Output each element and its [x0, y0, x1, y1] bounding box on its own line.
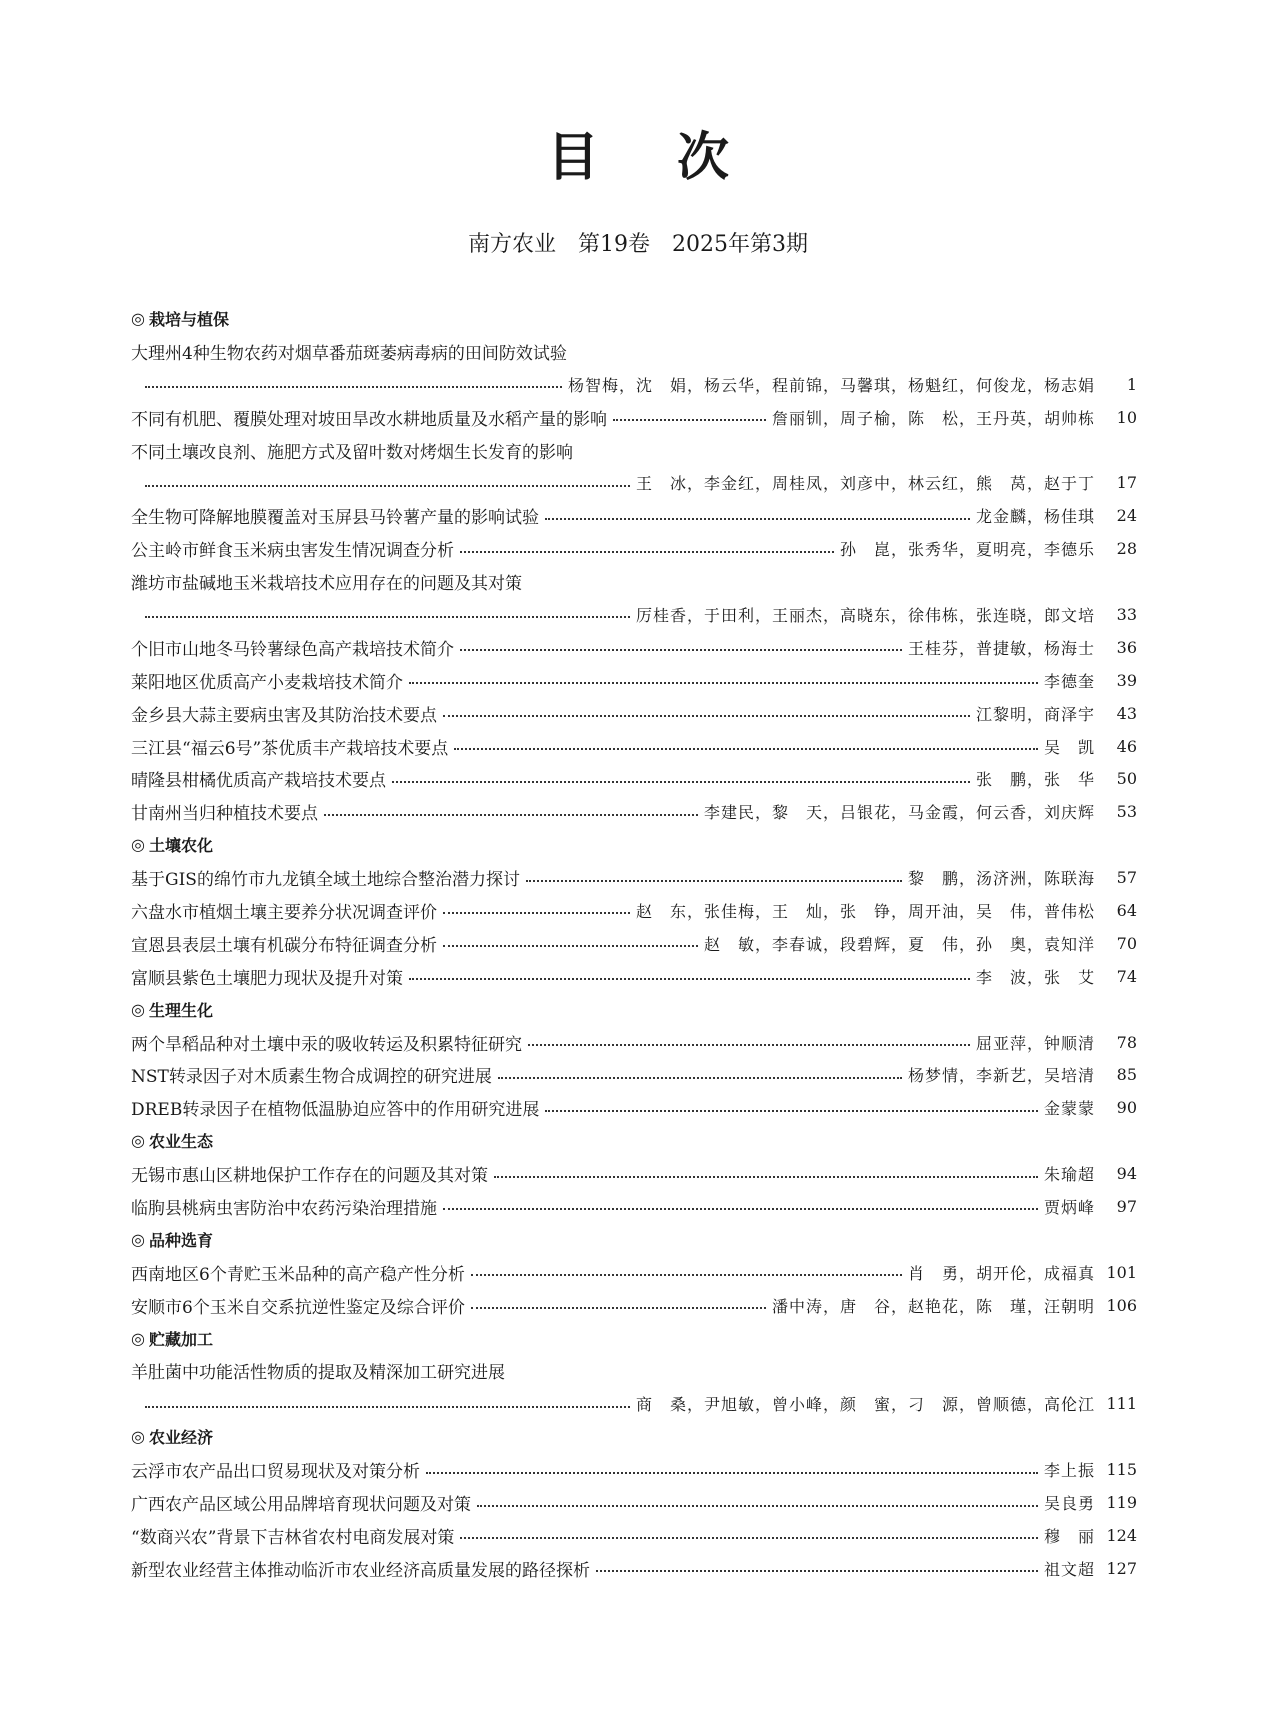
section-heading	[131, 1124, 1137, 1157]
dot-leader	[498, 1077, 902, 1079]
article-authors: 朱瑜超	[1043, 1165, 1095, 1185]
dot-leader	[528, 1044, 970, 1046]
page-number: 101	[1106, 1262, 1137, 1282]
article-authors: 赵 敏，李春诚，段碧辉，夏 伟，孙 奥，袁知洋	[703, 934, 1095, 954]
toc-entry[interactable]	[131, 927, 1137, 960]
page-number: 46	[1116, 736, 1137, 756]
page-number: 97	[1116, 1196, 1137, 1216]
section-name: 栽培与植保	[148, 309, 229, 329]
dot-leader	[494, 1176, 1038, 1178]
article-title[interactable]: 西南地区6个青贮玉米品种的高产稳产性分析	[131, 1264, 465, 1285]
article-authors: 潘中涛，唐 谷，赵艳花，陈 瑾，汪朝明	[771, 1296, 1095, 1316]
dot-leader	[460, 649, 902, 651]
page-number: 57	[1116, 868, 1137, 888]
article-title[interactable]: 潍坊市盐碱地玉米栽培技术应用存在的问题及其对策	[131, 574, 522, 595]
article-title[interactable]: 晴隆县柑橘优质高产栽培技术要点	[131, 771, 386, 792]
page-number: 94	[1116, 1164, 1137, 1184]
article-title[interactable]: 广西农产品区域公用品牌培育现状问题及对策	[131, 1495, 471, 1515]
article-title[interactable]: 基于GIS的绵竹市九龙镇全域土地综合整治潜力探讨	[131, 870, 520, 891]
page-number: 106	[1106, 1295, 1137, 1315]
section-name: 生理生化	[148, 1000, 213, 1020]
article-title-row[interactable]	[131, 565, 1137, 598]
page-number: 28	[1116, 539, 1137, 559]
article-authors: 王 冰，李金红，周桂凤，刘彦中，林云红，熊 莴，赵于丁	[635, 474, 1095, 494]
dot-leader	[471, 1307, 766, 1309]
section-name: 农业经济	[148, 1428, 213, 1448]
article-title[interactable]: 金乡县大蒜主要病虫害及其防治技术要点	[131, 705, 437, 726]
page-number: 1	[1126, 374, 1137, 394]
article-title[interactable]: 个旧市山地冬马铃薯绿色高产栽培技术简介	[131, 639, 454, 660]
dot-leader	[526, 880, 902, 882]
toc-entry[interactable]	[131, 697, 1137, 730]
article-title[interactable]: 新型农业经营主体推动临沂市农业经济高质量发展的路径探析	[131, 1560, 590, 1581]
article-title[interactable]: 富顺县紫色土壤肥力现状及提升对策	[131, 968, 403, 989]
toc-entry[interactable]	[131, 1289, 1137, 1322]
article-authors: 杨智梅，沈 娟，杨云华，程前锦，马馨琪，杨魁红，何俊龙，杨志娟	[567, 375, 1095, 395]
section-mark-icon: ◎	[131, 1131, 145, 1151]
article-title[interactable]: 两个旱稻品种对土壤中汞的吸收转运及积累特征研究	[131, 1034, 522, 1055]
article-title[interactable]: 不同有机肥、覆膜处理对坡田旱改水耕地质量及水稻产量的影响	[131, 409, 607, 430]
toc-entry[interactable]	[131, 730, 1137, 763]
article-title[interactable]: 莱阳地区优质高产小麦栽培技术简介	[131, 672, 403, 693]
article-authors: 孙 崑，张秀华，夏明亮，李德乐	[839, 540, 1095, 560]
toc-entry[interactable]	[131, 960, 1137, 993]
article-authors: 李建民，黎 天，吕银花，马金霞，何云香，刘庆辉	[703, 803, 1095, 823]
article-authors: 李上振	[1043, 1461, 1095, 1481]
page-number: 85	[1116, 1065, 1137, 1085]
article-authors: 张 鹏，张 华	[975, 770, 1095, 790]
article-authors: 贾炳峰	[1043, 1197, 1095, 1217]
dot-leader	[409, 682, 1038, 684]
dot-leader	[443, 1208, 1038, 1210]
article-authors-row	[131, 368, 1137, 401]
section-mark-icon: ◎	[131, 835, 145, 855]
article-authors-row	[131, 466, 1137, 499]
page-number: 24	[1116, 506, 1137, 526]
page-number: 50	[1116, 769, 1137, 789]
page-title: 目次	[546, 128, 807, 188]
section-heading	[131, 1322, 1137, 1355]
article-title[interactable]: 甘南州当归种植技术要点	[131, 804, 318, 825]
article-title[interactable]: 三江县“福云6号”茶优质丰产栽培技术要点	[131, 738, 449, 759]
article-title-row[interactable]	[131, 1355, 1137, 1388]
page-number: 127	[1106, 1558, 1137, 1578]
dot-leader	[477, 1505, 1038, 1507]
page-number: 17	[1116, 473, 1137, 493]
dot-leader	[409, 978, 970, 980]
page-number: 53	[1116, 802, 1137, 822]
dot-leader	[545, 518, 970, 520]
article-title[interactable]: DREB转录因子在植物低温胁迫应答中的作用研究进展	[131, 1100, 540, 1121]
article-authors: 杨梦情，李新艺，吴培清	[907, 1066, 1095, 1086]
article-title[interactable]: 临朐县桃病虫害防治中农药污染治理措施	[131, 1198, 437, 1219]
page-number: 33	[1116, 604, 1137, 624]
dot-leader	[145, 485, 630, 487]
article-authors: 穆 丽	[1043, 1526, 1095, 1546]
section-mark-icon: ◎	[131, 999, 145, 1019]
toc-entry[interactable]	[131, 1453, 1137, 1486]
article-authors-row	[131, 1387, 1137, 1420]
article-authors: 李德奎	[1043, 671, 1095, 691]
article-authors: 王桂芬，普捷敏，杨海士	[907, 638, 1095, 658]
section-heading	[131, 828, 1137, 861]
page-number: 36	[1116, 637, 1137, 657]
page-number: 10	[1116, 407, 1137, 427]
toc-entry[interactable]	[131, 532, 1137, 565]
toc-entry[interactable]	[131, 1026, 1137, 1059]
article-authors: 厉桂香，于田利，王丽杰，高晓东，徐伟栋，张连晓，郎文培	[635, 605, 1095, 625]
article-title[interactable]: 云浮市农产品出口贸易现状及对策分析	[131, 1462, 420, 1483]
article-authors: 肖 勇，胡开伦，成福真	[907, 1263, 1095, 1283]
page-number: 43	[1116, 703, 1137, 723]
section-mark-icon: ◎	[131, 1427, 145, 1447]
toc-entry[interactable]	[131, 861, 1137, 894]
article-authors: 金蒙蒙	[1043, 1099, 1095, 1119]
page-number: 74	[1116, 966, 1137, 986]
section-mark-icon: ◎	[131, 1229, 145, 1249]
toc-entry[interactable]	[131, 1058, 1137, 1091]
dot-leader	[545, 1110, 1038, 1112]
table-of-contents	[131, 302, 1137, 1585]
article-title[interactable]: “数商兴农”背景下吉林省农村电商发展对策	[131, 1527, 455, 1548]
section-name: 品种选育	[148, 1230, 213, 1250]
section-name: 土壤农化	[148, 836, 213, 856]
toc-entry[interactable]	[131, 631, 1137, 664]
section-heading	[131, 1223, 1137, 1256]
dot-leader	[145, 1406, 630, 1408]
dot-leader	[460, 1537, 1038, 1539]
article-authors: 商 桑，尹旭敏，曾小峰，颜 蜜，刁 源，曾顺德，高伦江	[635, 1395, 1095, 1415]
dot-leader	[443, 912, 630, 914]
page-number: 111	[1106, 1394, 1137, 1414]
page-number: 124	[1106, 1525, 1137, 1545]
article-authors: 屈亚萍，钟顺清	[975, 1033, 1095, 1053]
dot-leader	[145, 386, 562, 388]
toc-entry[interactable]	[131, 1519, 1137, 1552]
article-authors: 詹丽钏，周子榆，陈 松，王丹英，胡帅栋	[771, 408, 1095, 428]
toc-entry[interactable]	[131, 401, 1137, 434]
page-number: 90	[1116, 1098, 1137, 1118]
dot-leader	[392, 781, 970, 783]
dot-leader	[471, 1274, 902, 1276]
toc-entry[interactable]	[131, 664, 1137, 697]
section-name: 贮藏加工	[148, 1329, 213, 1349]
toc-entry[interactable]	[131, 1256, 1137, 1289]
article-authors: 赵 东，张佳梅，王 灿，张 铮，周开油，吴 伟，普伟松	[635, 901, 1095, 921]
article-title[interactable]: 不同土壤改良剂、施肥方式及留叶数对烤烟生长发育的影响	[131, 442, 573, 463]
article-title[interactable]: 大理州4种生物农药对烟草番茄斑萎病毒病的田间防效试验	[131, 343, 567, 364]
dot-leader	[324, 814, 698, 816]
article-title-row[interactable]	[131, 335, 1137, 368]
page-number: 115	[1106, 1460, 1137, 1480]
section-heading	[131, 302, 1137, 335]
toc-entry[interactable]	[131, 762, 1137, 795]
article-authors: 吴良勇	[1043, 1494, 1095, 1513]
article-authors: 李 波，张 艾	[975, 967, 1095, 987]
section-name: 农业生态	[148, 1132, 213, 1152]
section-mark-icon: ◎	[131, 1328, 145, 1348]
page-number: 64	[1116, 900, 1137, 920]
article-title[interactable]: NST转录因子对木质素生物合成调控的研究进展	[131, 1067, 492, 1088]
section-mark-icon: ◎	[131, 308, 145, 328]
dot-leader	[426, 1472, 1038, 1474]
page-number: 119	[1106, 1493, 1137, 1512]
dot-leader	[145, 616, 630, 618]
article-title[interactable]: 全生物可降解地膜覆盖对玉屏县马铃薯产量的影响试验	[131, 508, 539, 529]
article-authors: 龙金麟，杨佳琪	[975, 507, 1095, 527]
section-heading	[131, 1420, 1137, 1453]
dot-leader	[443, 715, 970, 717]
toc-entry[interactable]	[131, 499, 1137, 532]
article-title[interactable]: 公主岭市鲜食玉米病虫害发生情况调查分析	[131, 541, 454, 562]
article-title[interactable]: 宣恩县表层土壤有机碳分布特征调查分析	[131, 935, 437, 956]
article-title[interactable]: 无锡市惠山区耕地保护工作存在的问题及其对策	[131, 1166, 488, 1187]
toc-entry[interactable]	[131, 1486, 1137, 1519]
article-authors: 吴 凯	[1043, 737, 1095, 757]
toc-entry[interactable]	[131, 1552, 1137, 1585]
toc-entry[interactable]	[131, 1091, 1137, 1124]
dot-leader	[613, 419, 766, 421]
dot-leader	[443, 945, 698, 947]
article-authors: 祖文超	[1043, 1559, 1095, 1579]
toc-entry[interactable]	[131, 894, 1137, 927]
article-title-row[interactable]	[131, 434, 1137, 467]
page-number: 70	[1116, 933, 1137, 953]
article-title[interactable]: 羊肚菌中功能活性物质的提取及精深加工研究进展	[131, 1363, 505, 1384]
article-title[interactable]: 六盘水市植烟土壤主要养分状况调查评价	[131, 902, 437, 923]
toc-entry[interactable]	[131, 1190, 1137, 1223]
dot-leader	[454, 748, 1038, 750]
article-authors: 江黎明，商泽宇	[975, 704, 1095, 724]
article-authors: 黎 鹏，汤济洲，陈联海	[907, 869, 1095, 889]
toc-entry[interactable]	[131, 795, 1137, 828]
toc-entry[interactable]	[131, 1157, 1137, 1190]
dot-leader	[596, 1570, 1038, 1572]
section-heading	[131, 993, 1137, 1026]
page-number: 39	[1116, 670, 1137, 690]
dot-leader	[460, 551, 834, 553]
article-authors-row	[131, 598, 1137, 631]
article-title[interactable]: 安顺市6个玉米自交系抗逆性鉴定及综合评价	[131, 1297, 465, 1318]
journal-issue-line: 南方农业 第19卷 2025年第3期	[468, 232, 808, 257]
page-number: 78	[1116, 1032, 1137, 1052]
